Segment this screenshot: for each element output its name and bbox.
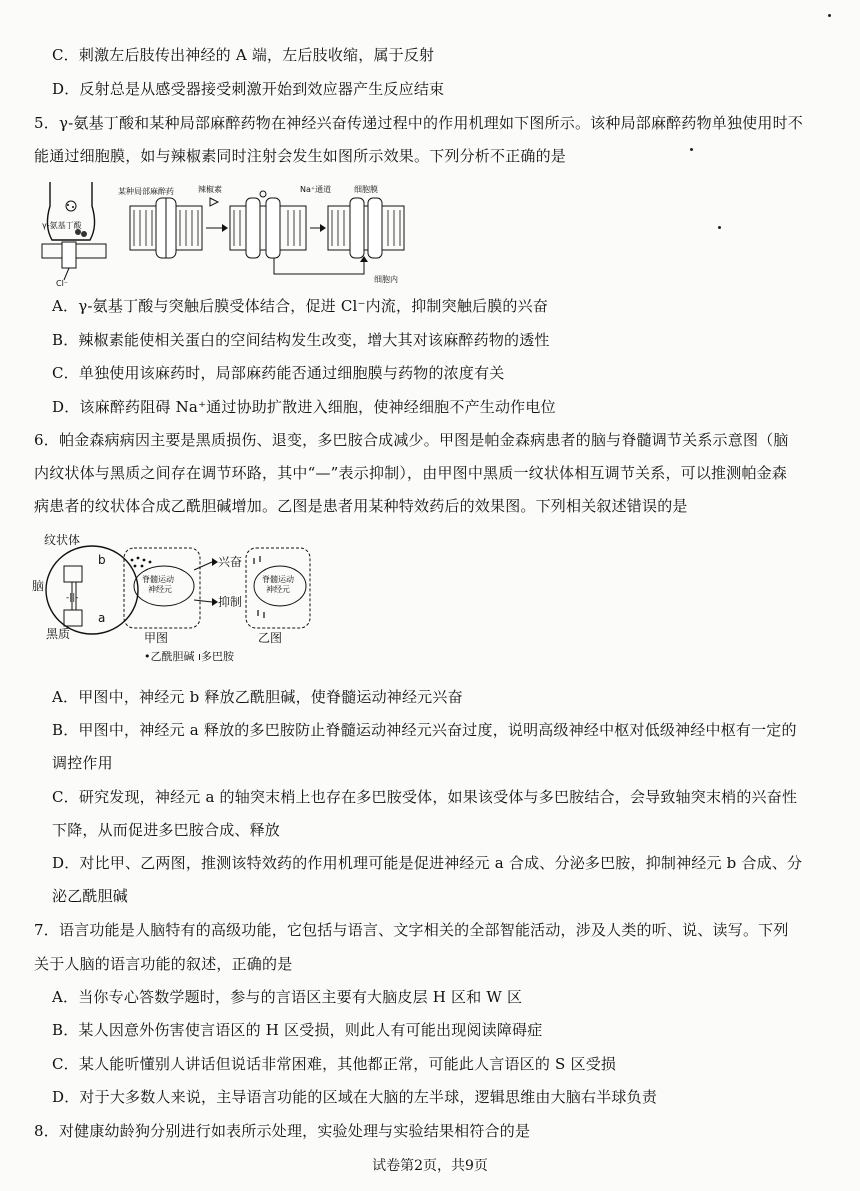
brain-label: 脑: [32, 579, 45, 593]
scan-speck: [828, 14, 831, 17]
capsaicin-icon: [210, 198, 218, 206]
excite-label: 兴奋: [218, 555, 243, 569]
q7-stem-line2: 关于人脑的语言功能的叙述，正确的是: [34, 955, 293, 973]
q6-option-a: A．甲图中，神经元 b 释放乙酰胆碱，使脊髓运动神经元兴奋: [52, 688, 463, 706]
yi-neuron-label-1: 脊髓运动: [262, 575, 294, 584]
q6-parkinson-figure: [32, 530, 332, 670]
neuron-b-label: b: [98, 553, 106, 567]
neuron-a-label: a: [98, 611, 106, 625]
membrane-segment-2: [230, 191, 306, 258]
svg-text:-||-: -||-: [66, 593, 79, 603]
q6-option-d-line1: D．对比甲、乙两图，推测该特效药的作用机理可能是促进神经元 a 合成、分泌多巴胺，抑制神经元 b 合成、分: [52, 854, 803, 872]
jia-neuron-label-1: 脊髓运动: [142, 575, 174, 584]
membrane-segment-1: [130, 198, 202, 258]
anesthetic-label: 某种局部麻醉药: [118, 187, 174, 196]
yi-neuron-label-2: 神经元: [266, 585, 290, 594]
membrane-label: 细胞膜: [354, 185, 378, 194]
q5-stem-line1: 5．γ-氨基丁酸和某种局部麻醉药物在神经兴奋传递过程中的作用机理如下图所示。该种局部麻醉药物单独使用时不: [34, 114, 803, 132]
substantia-label: 黑质: [46, 627, 71, 641]
q6-option-c-line1: C．研究发现，神经元 a 的轴突末梢上也存在多巴胺受体，如果该受体与多巴胺结合，会导致轴突末梢的兴奋性: [52, 788, 798, 806]
q6-stem-line2: 内纹状体与黑质之间存在调节环路，其中“—”表示抑制），由甲图中黑质一纹状体相互调节关系，可以推测帕金森: [34, 464, 788, 482]
q6-option-c-line2: 下降，从而促进多巴胺合成、释放: [52, 821, 281, 839]
q6-option-d-line2: 泌乙酰胆碱: [52, 887, 129, 905]
na-channel-label: Na⁺通道: [300, 185, 332, 194]
figure-legend: •乙酰胆碱 ı多巴胺: [144, 650, 235, 663]
gaba-label: γ-氨基丁酸: [42, 221, 82, 230]
q8-stem-line1: 8．对健康幼龄狗分别进行如表所示处理，实验处理与实验结果相符合的是: [34, 1122, 531, 1140]
inhibit-label: 抑制: [218, 595, 243, 609]
q6-stem-line3: 病患者的纹状体合成乙酰胆碱增加。乙图是患者用某种特效药后的效果图。下列相关叙述错误的是: [34, 497, 688, 515]
q5-membrane-figure: [38, 182, 418, 288]
q7-option-b: B．某人因意外伤害使言语区的 H 区受损，则此人有可能出现阅读障碍症: [52, 1021, 543, 1039]
scan-speck: [718, 226, 721, 229]
q5-stem-line2: 能通过细胞膜，如与辣椒素同时注射会发生如图所示效果。下列分析不正确的是: [34, 147, 567, 165]
page-footer: 试卷第2页，共9页: [372, 1158, 488, 1174]
prev-option-d: D．反射总是从感受器接受刺激开始到效应器产生反应结束: [52, 80, 445, 98]
striatum-label: 纹状体: [44, 533, 81, 547]
fig-jia-label: 甲图: [144, 631, 169, 645]
q5-option-a: A．γ-氨基丁酸与突触后膜受体结合，促进 Cl⁻内流，抑制突触后膜的兴奋: [52, 297, 549, 315]
fig-yi-label: 乙图: [258, 631, 283, 645]
q6-option-b-line1: B．甲图中，神经元 a 释放的多巴胺防止脊髓运动神经元兴奋过度，说明高级神经中枢对低级神经中枢有一定的: [52, 721, 797, 739]
membrane-segment-3: [328, 198, 404, 258]
q6-option-b-line2: 调控作用: [52, 754, 113, 772]
q5-option-d: D．该麻醉药阻碍 Na⁺通过协助扩散进入细胞，使神经细胞不产生动作电位: [52, 398, 556, 416]
q7-option-a: A．当你专心答数学题时，参与的言语区主要有大脑皮层 H 区和 W 区: [52, 988, 523, 1006]
q5-option-b: B．辣椒素能使相关蛋白的空间结构发生改变，增大其对该麻醉药物的透性: [52, 331, 550, 349]
capsaicin-label: 辣椒素: [198, 185, 222, 194]
q6-stem-line1: 6．帕金森病病因主要是黑质损伤、退变，多巴胺合成减少。甲图是帕金森病患者的脑与脊髓调节关系示意图（脑: [34, 431, 789, 449]
q7-option-d: D．对于大多数人来说，主导语言功能的区域在大脑的左半球，逻辑思维由大脑右半球负责: [52, 1088, 658, 1106]
scan-speck: [690, 148, 693, 151]
q5-option-c: C．单独使用该麻药时，局部麻药能否通过细胞膜与药物的浓度有关: [52, 364, 505, 382]
inside-label: 细胞内: [374, 275, 398, 284]
q7-option-c: C．某人能听懂别人讲话但说话非常困难，其他都正常，可能此人言语区的 S 区受损: [52, 1055, 617, 1073]
jia-neuron-label-2: 神经元: [148, 585, 172, 594]
prev-option-c: C．刺激左后肢传出神经的 A 端，左后肢收缩，属于反射: [52, 46, 435, 64]
cl-label: Cl⁻: [56, 279, 69, 288]
q7-stem-line1: 7．语言功能是人脑特有的高级功能，它包括与语言、文字相关的全部智能活动，涉及人类的听、说、读写。下列: [34, 921, 789, 939]
